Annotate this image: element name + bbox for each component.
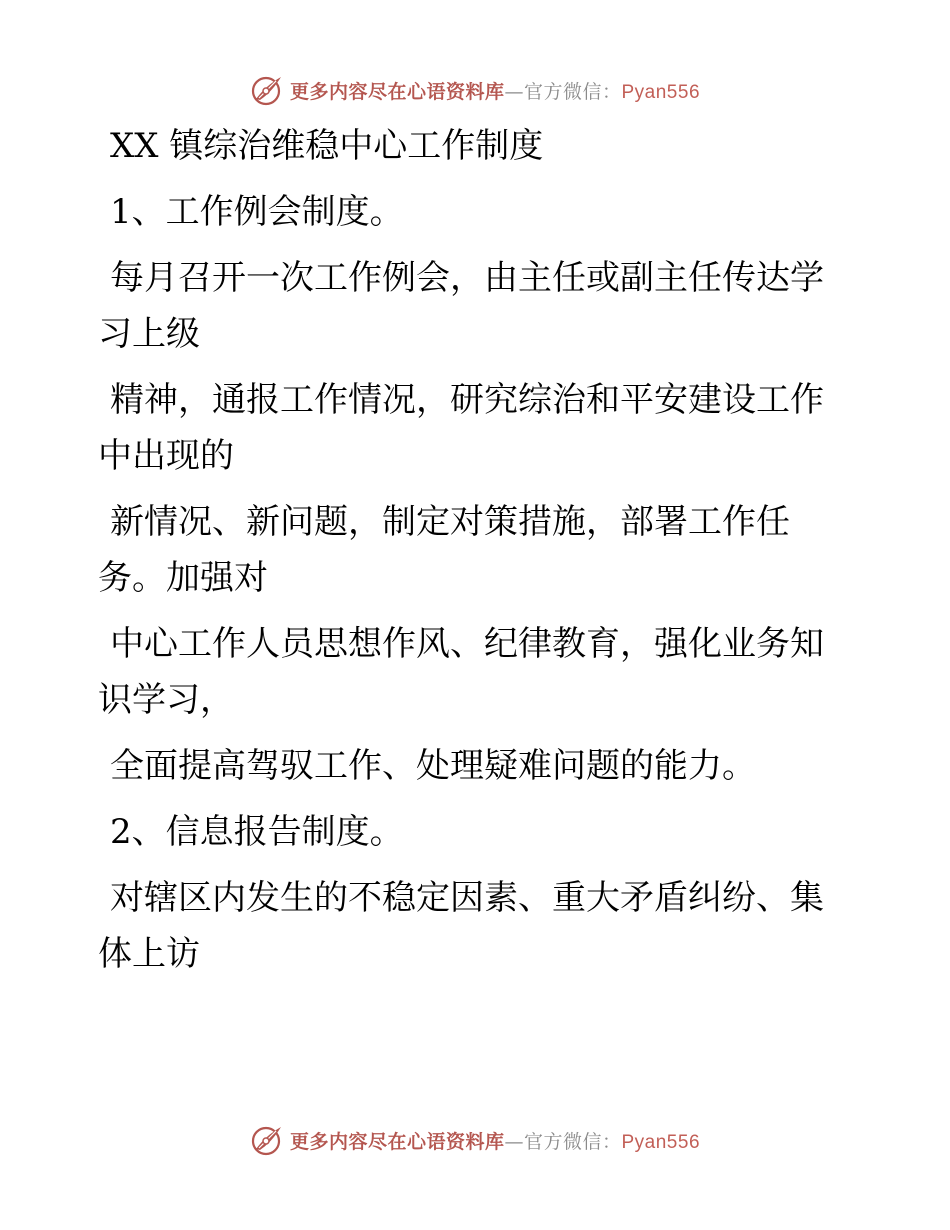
paragraph-7 [98,804,838,860]
paragraph-text: 每月召开一次工作例会，由主任或副主任传达学习上级 [98,258,824,354]
paragraph-2 [98,250,838,362]
paragraph-text: 对辖区内发生的不稳定因素、重大矛盾纠纷、集体上访 [98,878,824,974]
watermark-banner-top [0,70,950,110]
watermark-separator: — [504,80,524,103]
paragraph-6 [98,738,838,794]
watermark-separator: — [504,1130,524,1153]
paragraph-5 [98,616,838,728]
watermark-text [290,77,700,104]
watermark-sub: 官方微信： [523,1130,622,1153]
paragraph-text: 新情况、新问题，制定对策措施，部署工作任务。加强对 [98,502,790,598]
watermark-banner-bottom [0,1120,950,1160]
watermark-id: Pyan556 [621,81,701,103]
paragraph-4 [98,494,838,606]
paragraph-text: 2、信息报告制度。 [110,812,404,852]
watermark-text [290,1127,700,1154]
document-title-text: XX 镇综治维稳中心工作制度 [110,126,544,166]
watermark-main: 更多内容尽在心语资料库 [289,80,505,103]
document-title [98,118,838,174]
paragraph-3 [98,372,838,484]
quill-circle-logo-icon [250,73,284,107]
quill-circle-logo-icon [250,1123,284,1157]
paragraph-text: 1、工作例会制度。 [110,192,404,232]
paragraph-8 [98,870,838,982]
paragraph-text: 精神，通报工作情况，研究综治和平安建设工作中出现的 [98,380,824,476]
document-body [98,118,838,992]
watermark-sub: 官方微信： [523,80,622,103]
paragraph-1 [98,184,838,240]
watermark-id: Pyan556 [621,1131,701,1153]
paragraph-text: 全面提高驾驭工作、处理疑难问题的能力。 [110,746,756,786]
watermark-main: 更多内容尽在心语资料库 [289,1130,505,1153]
paragraph-text: 中心工作人员思想作风、纪律教育，强化业务知识学习， [98,624,824,720]
